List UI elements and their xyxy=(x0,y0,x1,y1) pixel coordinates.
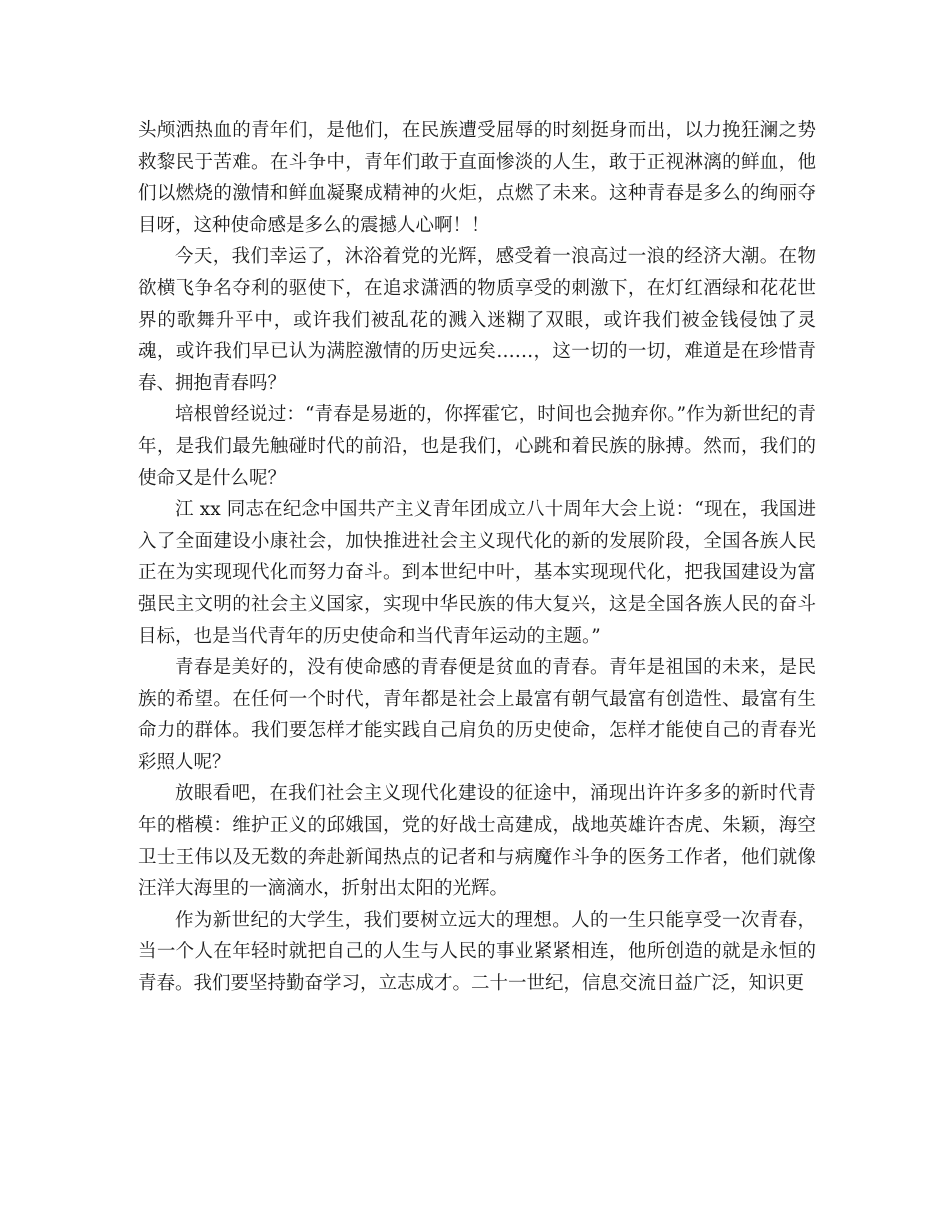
document-body xyxy=(138,115,816,1000)
paragraph-5: 青春是美好的，没有使命感的青春便是贫血的青春。青年是祖国的未来，是民族的希望。在任何一个时代，青年都是社会上最富有朝气最富有创造性、最富有生命力的群体。我们要怎样才能实践自己肩负的历史使命，怎样才能使自己的青春光彩照人呢？ xyxy=(138,657,816,773)
paragraph-2: 今天，我们幸运了，沐浴着党的光辉，感受着一浪高过一浪的经济大潮。在物欲横飞争名夺利的驱使下，在追求潇洒的物质享受的刺激下，在灯红酒绿和花花世界的歌舞升平中，或许我们被乱花的溅入迷糊了双眼，或许我们被金钱侵蚀了灵魂，或许我们早已认为满腔激情的历史远矣……，这一切的一切，难道是在珍惜青春、拥抱青春吗？ xyxy=(138,246,816,394)
paragraph-7: 作为新世纪的大学生，我们要树立远大的理想。人的一生只能享受一次青春，当一个人在年轻时就把自己的人生与人民的事业紧紧相连，他所创造的就是永恒的青春。我们要坚持勤奋学习，立志成才。二十一世纪，信息交流日益广泛，知识更 xyxy=(138,909,816,995)
paragraph-6: 放眼看吧，在我们社会主义现代化建设的征途中，涌现出许许多多的新时代青年的楷模：维护正义的邱娥国，党的好战士高建成，战地英雄许杏虎、朱颖，海空卫士王伟以及无数的奔赴新闻热点的记者和与病魔作斗争的医务工作者，他们就像汪洋大海里的一滴滴水，折射出太阳的光辉。 xyxy=(138,783,816,900)
paragraph-4: 江 xx 同志在纪念中国共产主义青年团成立八十周年大会上说：“现在，我国进入了全面建设小康社会，加快推进社会主义现代化的新的发展阶段，全国各族人民正在为实现现代化而努力奋斗。到本世纪中叶，基本实现现代化，把我国建设为富强民主文明的社会主义国家，实现中华民族的伟大复兴，这是全国各族人民的奋斗目标，也是当代青年的历史使命和当代青年运动的主题。” xyxy=(138,499,816,647)
paragraph-1: 头颅洒热血的青年们，是他们，在民族遭受屈辱的时刻挺身而出，以力挽狂澜之势救黎民于苦难。在斗争中，青年们敢于直面惨淡的人生，敢于正视淋漓的鲜血，他们以燃烧的激情和鲜血凝聚成精神的火炬，点燃了未来。这种青春是多么的绚丽夺目呀，这种使命感是多么的震撼人心啊！！ xyxy=(138,120,816,236)
paragraph-3: 培根曾经说过：“青春是易逝的，你挥霍它，时间也会抛弃你。”作为新世纪的青年，是我们最先触碰时代的前沿，也是我们，心跳和着民族的脉搏。然而，我们的使命又是什么呢？ xyxy=(138,404,816,489)
